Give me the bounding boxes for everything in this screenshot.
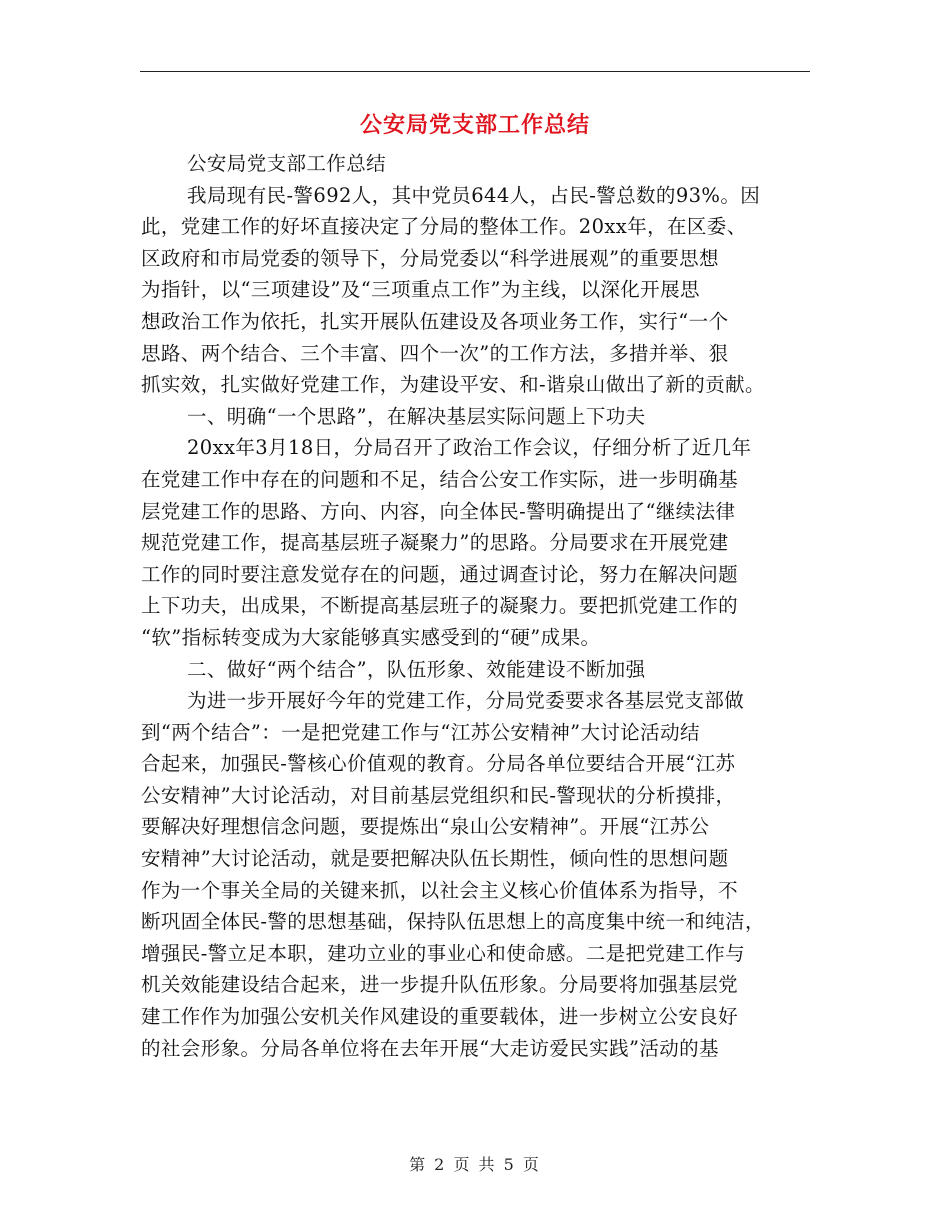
text-line: 要解决好理想信念问题，要提炼出“泉山公安精神”。开展“江苏公 [141,815,710,839]
text-line: 建工作作为加强公安机关作风建设的重要载体，进一步树立公安良好 [141,1005,739,1029]
text-line: 安精神”大讨论活动，就是要把解决队伍长期性，倾向性的思想问题 [141,847,729,871]
text-line: 区政府和市局党委的领导下，分局党委以“科学进展观”的重要思想 [141,246,719,270]
text-line: 断巩固全体民-警的思想基础，保持队伍思想上的高度集中统一和纯洁， [141,910,765,934]
text-line: 公安精神”大讨论活动，对目前基层党组织和民-警现状的分析摸排， [141,783,736,807]
text-line: 二、做好“两个结合”，队伍形象、效能建设不断加强 [187,657,646,681]
text-line: 想政治工作为依托，扎实开展队伍建设及各项业务工作，实行“一个 [141,309,729,333]
text-line: 合起来，加强民-警核心价值观的教育。分局各单位要结合开展“江苏 [141,752,736,776]
page-footer: 第 2 页 共 5 页 [409,1155,541,1174]
document-title: 公安局党支部工作总结 [359,112,590,138]
text-line: 层党建工作的思路、方向、内容，向全体民-警明确提出了“继续法律 [141,499,736,523]
text-line: 工作的同时要注意发觉存在的问题，通过调查讨论，努力在解决问题 [141,562,739,586]
text-line: 一、明确“一个思路”，在解决基层实际问题上下功夫 [187,404,646,428]
header-rule [140,71,810,72]
document-body [141,148,821,1064]
text-line: 我局现有民-警692人，其中党员644人，占民-警总数的93%。因 [187,183,761,207]
text-line: 上下功夫，出成果，不断提高基层班子的凝聚力。要把抓党建工作的 [141,594,739,618]
text-line: 规范党建工作，提高基层班子凝聚力”的思路。分局要求在开展党建 [141,531,729,555]
text-line: 思路、两个结合、三个丰富、四个一次”的工作方法，多措并举、狠 [141,341,729,365]
text-line: 此，党建工作的好坏直接决定了分局的整体工作。20xx年，在区委、 [141,215,747,239]
text-line: 20xx年3月18日，分局召开了政治工作会议，仔细分析了近几年 [187,436,752,460]
text-line: 为指针，以“三项建设”及“三项重点工作”为主线，以深化开展思 [141,278,700,302]
text-line: 作为一个事关全局的关键来抓，以社会主义核心价值体系为指导，不 [141,878,739,902]
text-line: 机关效能建设结合起来，进一步提升队伍形象。分局要将加强基层党 [141,973,739,997]
text-line: 增强民-警立足本职，建功立业的事业心和使命感。二是把党建工作与 [141,941,745,965]
text-line: 在党建工作中存在的问题和不足，结合公安工作实际，进一步明确基 [141,467,739,491]
text-line: 的社会形象。分局各单位将在去年开展“大走访爱民实践”活动的基 [141,1036,719,1060]
text-line: “软”指标转变成为大家能够真实感受到的“硬”成果。 [141,625,601,649]
text-line: 公安局党支部工作总结 [187,152,387,175]
text-line: 到“两个结合”：一是把党建工作与“江苏公安精神”大讨论活动结 [141,720,700,744]
text-line: 抓实效，扎实做好党建工作，为建设平安、和-谐泉山做出了新的贡献。 [141,373,765,397]
text-line: 为进一步开展好今年的党建工作，分局党委要求各基层党支部做 [187,689,745,713]
